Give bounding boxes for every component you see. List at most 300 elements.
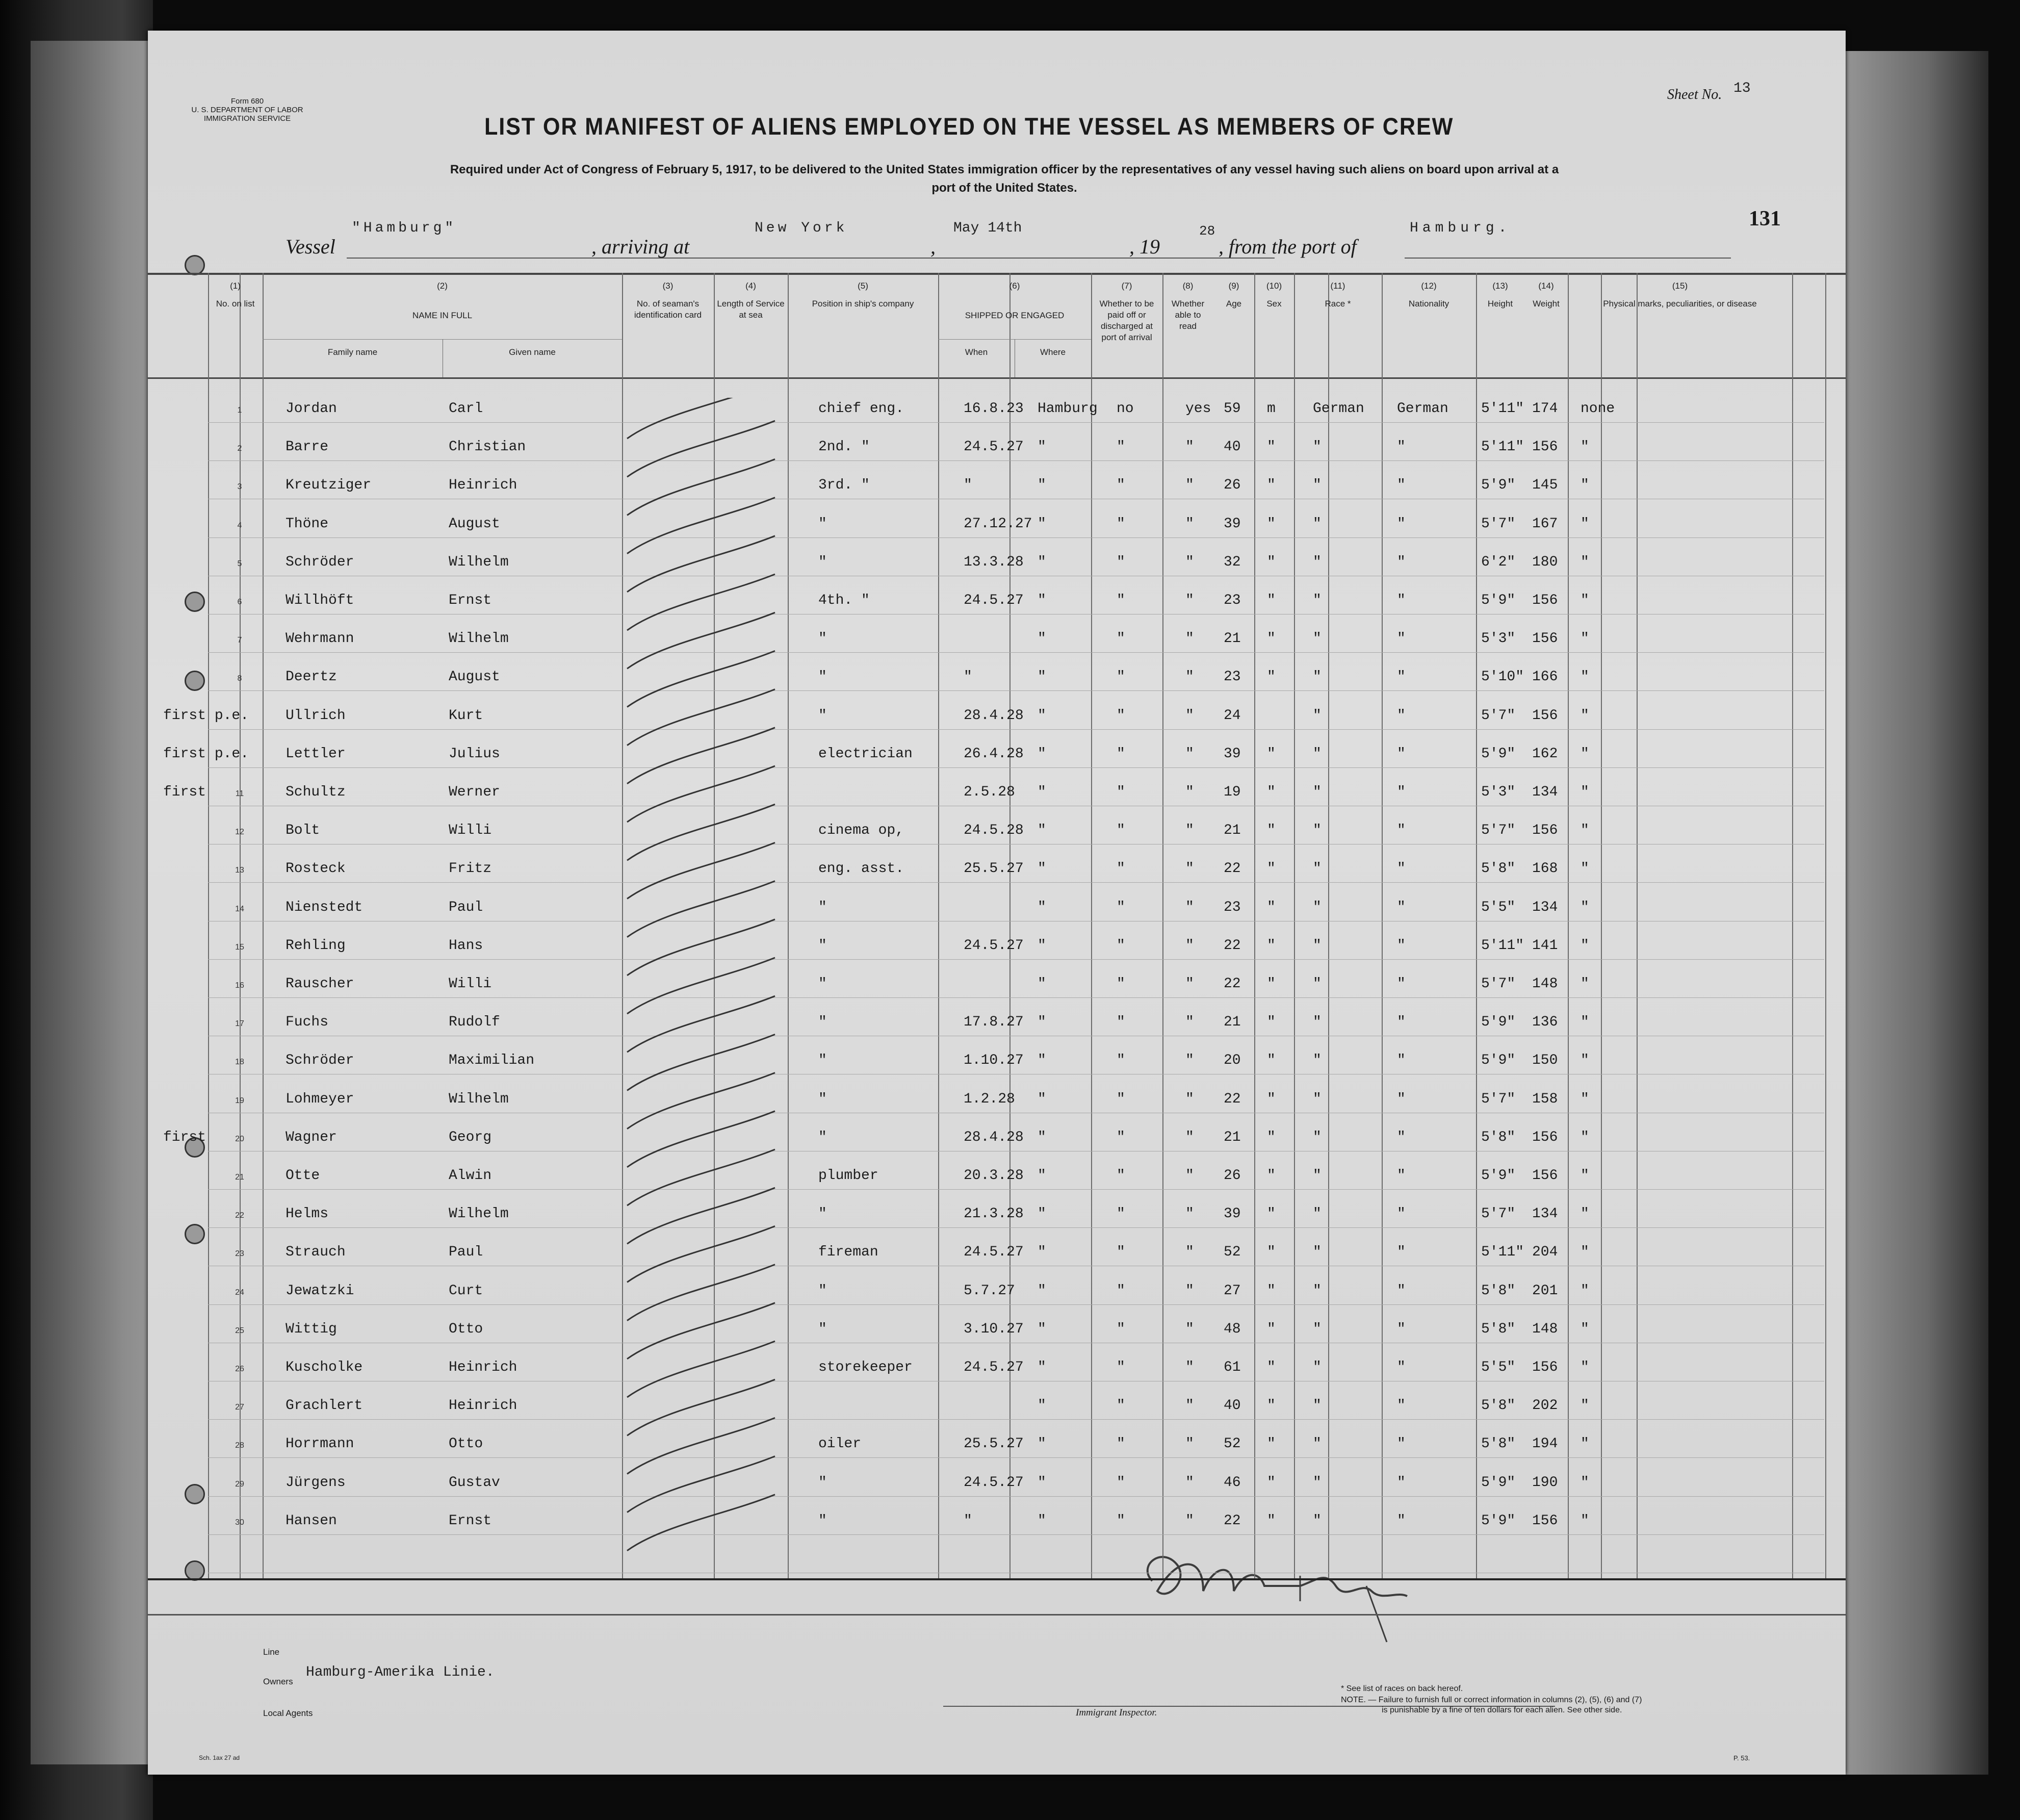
vessel-underline <box>347 258 765 259</box>
weight: 158 <box>1532 1091 1558 1107</box>
row-number: 13 <box>235 866 244 875</box>
family-name: Otte <box>286 1168 320 1184</box>
shipped-when: 20.3.28 <box>964 1168 1024 1184</box>
height: 5'11" <box>1481 1244 1524 1261</box>
position: " <box>818 1474 827 1491</box>
row-number: 17 <box>235 1019 244 1029</box>
row-number: 7 <box>237 636 242 645</box>
weight: 162 <box>1532 746 1558 762</box>
position: " <box>818 899 827 915</box>
row-number: 2 <box>237 444 242 453</box>
family-name: Schröder <box>286 1053 354 1069</box>
nationality: " <box>1397 937 1406 954</box>
weight: 202 <box>1532 1398 1558 1414</box>
race: " <box>1313 631 1322 647</box>
weight: 166 <box>1532 669 1558 685</box>
nationality: " <box>1397 1360 1406 1375</box>
age: 22 <box>1224 976 1241 992</box>
sex: " <box>1267 631 1276 647</box>
table-row <box>148 1356 1846 1395</box>
position: " <box>818 669 827 685</box>
column-number: (5) <box>858 281 868 291</box>
physical-marks: " <box>1581 1513 1589 1529</box>
arrival-port: New York <box>755 220 848 236</box>
given-name: Kurt <box>449 707 483 724</box>
column-number: (1) <box>230 281 241 291</box>
row-number: 27 <box>235 1403 244 1412</box>
physical-marks: " <box>1581 1129 1589 1145</box>
family-name: Barre <box>286 439 329 455</box>
weight: 168 <box>1532 861 1558 877</box>
height: 5'10" <box>1481 669 1524 685</box>
age: 23 <box>1224 669 1241 685</box>
race: " <box>1313 477 1322 494</box>
family-name: Nienstedt <box>286 899 363 915</box>
column-header: Whether to be paid off or discharged at port of arrival <box>1099 299 1154 342</box>
column-header: Nationality <box>1408 299 1449 309</box>
nationality: " <box>1397 861 1406 877</box>
race: " <box>1313 1398 1322 1414</box>
shipped-when: 1.2.28 <box>964 1091 1015 1107</box>
physical-marks: " <box>1581 899 1589 915</box>
race: " <box>1313 861 1322 877</box>
position: 3rd. " <box>818 477 870 494</box>
table-row <box>148 1472 1846 1510</box>
able-to-read: " <box>1185 669 1194 685</box>
race: " <box>1313 1091 1322 1107</box>
shipped-where: " <box>1038 1398 1046 1414</box>
age: 48 <box>1224 1321 1241 1337</box>
check-stroke <box>627 536 775 592</box>
row-number: 26 <box>235 1365 244 1373</box>
position: cinema op, <box>818 823 904 839</box>
table-row <box>148 1395 1846 1433</box>
sex: " <box>1267 1244 1276 1261</box>
height: 5'9" <box>1481 1168 1516 1184</box>
age: 39 <box>1224 746 1241 762</box>
shipped-when: 25.5.27 <box>964 1436 1024 1452</box>
age: 52 <box>1224 1436 1241 1452</box>
table-row <box>148 743 1846 781</box>
row-number: 4 <box>237 521 242 530</box>
physical-marks: " <box>1581 1474 1589 1491</box>
column-header: Height <box>1487 299 1513 309</box>
weight: 148 <box>1532 976 1558 992</box>
table-row <box>148 705 1846 743</box>
paid-off: " <box>1117 976 1125 992</box>
table-row <box>148 1165 1846 1203</box>
position: chief eng. <box>818 401 904 417</box>
physical-marks: " <box>1581 784 1589 800</box>
column-number: (13) <box>1492 281 1508 291</box>
paid-off: " <box>1117 1283 1125 1299</box>
fine-note-line-2: is punishable by a fine of ten dollars for each alien. See other side. <box>1382 1706 1622 1714</box>
given-name: Rudolf <box>449 1014 500 1031</box>
family-name: Horrmann <box>286 1436 354 1452</box>
underlying-page-left <box>31 41 163 1764</box>
physical-marks: " <box>1581 937 1589 954</box>
nationality: " <box>1397 593 1406 608</box>
row-number: 30 <box>235 1518 244 1527</box>
nationality: " <box>1397 1513 1406 1529</box>
given-name: Alwin <box>449 1168 492 1184</box>
row-number: 1 <box>237 406 242 415</box>
family-name: Willhöft <box>286 593 354 608</box>
position: " <box>818 1283 827 1299</box>
paid-off: " <box>1117 1398 1125 1414</box>
column-header: No. of seaman's identification card <box>634 299 702 320</box>
position: " <box>818 631 827 647</box>
column-number: (15) <box>1672 281 1688 291</box>
subtitle-line-2: port of the United States. <box>931 181 1077 195</box>
shipped-where: " <box>1038 1360 1046 1375</box>
race: " <box>1313 707 1322 724</box>
paid-off: " <box>1117 1091 1125 1107</box>
height: 5'8" <box>1481 1129 1516 1145</box>
age: 22 <box>1224 1091 1241 1107</box>
family-name: Deertz <box>286 669 337 685</box>
given-name: Paul <box>449 1244 483 1261</box>
able-to-read: " <box>1185 1474 1194 1491</box>
weight: 134 <box>1532 1206 1558 1222</box>
weight: 156 <box>1532 823 1558 839</box>
height: 5'9" <box>1481 477 1516 494</box>
weight: 167 <box>1532 516 1558 532</box>
margin-note: first p.e. <box>163 707 249 724</box>
able-to-read: " <box>1185 1129 1194 1145</box>
paid-off: " <box>1117 1014 1125 1031</box>
race: " <box>1313 976 1322 992</box>
height: 5'3" <box>1481 631 1516 647</box>
shipped-when: 27.12.27 <box>964 516 1032 532</box>
age: 52 <box>1224 1244 1241 1261</box>
row-number: 21 <box>235 1173 244 1182</box>
local-agents-label: Local Agents <box>263 1708 313 1718</box>
shipped-when: " <box>964 1513 972 1529</box>
given-name: Willi <box>449 976 492 992</box>
service-name: IMMIGRATION SERVICE <box>203 114 291 123</box>
table-row <box>148 1126 1846 1165</box>
able-to-read: " <box>1185 899 1194 915</box>
able-to-read: " <box>1185 1436 1194 1452</box>
race: " <box>1313 1206 1322 1222</box>
column-number: (2) <box>437 281 448 291</box>
given-name: Carl <box>449 401 483 417</box>
sex: " <box>1267 1053 1276 1069</box>
column-header: Position in ship's company <box>812 299 914 309</box>
check-stroke <box>627 996 775 1052</box>
vessel-name: "Hamburg" <box>352 220 457 236</box>
table-row <box>148 935 1846 973</box>
height: 5'7" <box>1481 1091 1516 1107</box>
nationality: " <box>1397 746 1406 762</box>
shipped-where: " <box>1038 823 1046 839</box>
family-name: Fuchs <box>286 1014 329 1031</box>
check-stroke <box>627 1418 775 1474</box>
height: 5'9" <box>1481 1513 1516 1529</box>
shipped-where: " <box>1038 1513 1046 1529</box>
weight: 190 <box>1532 1474 1558 1491</box>
given-name: Georg <box>449 1129 492 1145</box>
nationality: " <box>1397 1321 1406 1337</box>
shipped-when: 17.8.27 <box>964 1014 1024 1031</box>
position: " <box>818 1014 827 1031</box>
check-stroke <box>627 574 775 630</box>
race: " <box>1313 1436 1322 1452</box>
footer-top-border <box>148 1614 1846 1616</box>
check-stroke <box>627 919 775 976</box>
shipped-when: 24.5.27 <box>964 1474 1024 1491</box>
shipped-where: " <box>1038 1244 1046 1261</box>
age: 22 <box>1224 861 1241 877</box>
able-to-read: " <box>1185 746 1194 762</box>
sex: " <box>1267 1513 1276 1529</box>
race: " <box>1313 823 1322 839</box>
subtitle-line-1: Required under Act of Congress of February 5, 1917, to be delivered to the United States immigration officer by the representatives of any vessel having such aliens on board upon arrival at a <box>450 163 1559 176</box>
physical-marks: " <box>1581 1014 1589 1031</box>
table-row <box>148 781 1846 819</box>
shipped-when: 5.7.27 <box>964 1283 1015 1299</box>
shipped-when: 2.5.28 <box>964 784 1015 800</box>
nationality: " <box>1397 516 1406 532</box>
given-name: Julius <box>449 746 500 762</box>
height: 5'9" <box>1481 593 1516 608</box>
position: " <box>818 707 827 724</box>
department-name: U. S. DEPARTMENT OF LABOR <box>191 106 303 114</box>
column-number: (14) <box>1538 281 1554 291</box>
height: 5'7" <box>1481 1206 1516 1222</box>
sex: " <box>1267 861 1276 877</box>
sex: " <box>1267 516 1276 532</box>
race: " <box>1313 1360 1322 1375</box>
family-name: Lohmeyer <box>286 1091 354 1107</box>
age: 59 <box>1224 401 1241 417</box>
shipped-where: " <box>1038 1474 1046 1491</box>
weight: 180 <box>1532 554 1558 570</box>
family-name: Wittig <box>286 1321 337 1337</box>
race: " <box>1313 784 1322 800</box>
table-row <box>148 973 1846 1011</box>
subheader-where: Where <box>1040 347 1066 357</box>
column-header: Length of Service at sea <box>717 299 785 320</box>
age: 19 <box>1224 784 1241 800</box>
paid-off: " <box>1117 784 1125 800</box>
check-stroke <box>627 1034 775 1090</box>
check-stroke <box>627 421 775 477</box>
weight: 156 <box>1532 631 1558 647</box>
position: plumber <box>818 1168 878 1184</box>
position: electrician <box>818 746 913 762</box>
page-subtitle <box>240 161 1769 197</box>
race: German <box>1313 401 1364 417</box>
paid-off: " <box>1117 899 1125 915</box>
subheader-when: When <box>965 347 988 357</box>
paid-off: " <box>1117 439 1125 455</box>
height: 5'3" <box>1481 784 1516 800</box>
punch-hole <box>185 1560 205 1581</box>
sheet-number-label: Sheet No. <box>1667 87 1722 102</box>
age: 40 <box>1224 439 1241 455</box>
race: " <box>1313 1014 1322 1031</box>
column-number: (7) <box>1121 281 1132 291</box>
race: " <box>1313 899 1322 915</box>
nationality: " <box>1397 784 1406 800</box>
race: " <box>1313 1474 1322 1491</box>
paid-off: " <box>1117 823 1125 839</box>
physical-marks: " <box>1581 1436 1589 1452</box>
sex: " <box>1267 1129 1276 1145</box>
sex: " <box>1267 823 1276 839</box>
check-stroke <box>627 1073 775 1129</box>
nationality: " <box>1397 1053 1406 1069</box>
row-number: 8 <box>237 674 242 683</box>
physical-marks: " <box>1581 516 1589 532</box>
table-row <box>148 1433 1846 1471</box>
able-to-read: " <box>1185 1053 1194 1069</box>
race: " <box>1313 1321 1322 1337</box>
check-stroke <box>627 1456 775 1513</box>
able-to-read: " <box>1185 516 1194 532</box>
table-row <box>148 474 1846 512</box>
able-to-read: yes <box>1185 401 1211 417</box>
able-to-read: " <box>1185 593 1194 608</box>
weight: 134 <box>1532 784 1558 800</box>
table-row <box>148 1011 1846 1049</box>
weight: 156 <box>1532 1168 1558 1184</box>
column-number: (3) <box>662 281 674 291</box>
family-name: Kreutziger <box>286 477 372 494</box>
nationality: " <box>1397 1474 1406 1491</box>
weight: 141 <box>1532 937 1558 954</box>
column-number: (4) <box>745 281 756 291</box>
table-row <box>148 1203 1846 1241</box>
able-to-read: " <box>1185 1168 1194 1184</box>
table-row <box>148 1088 1846 1126</box>
row-number: 29 <box>235 1479 244 1489</box>
table-row <box>148 436 1846 474</box>
sex: " <box>1267 1474 1276 1491</box>
sex: " <box>1267 976 1276 992</box>
position: oiler <box>818 1436 862 1452</box>
family-name: Wehrmann <box>286 631 354 647</box>
paid-off: " <box>1117 1360 1125 1375</box>
shipped-where: " <box>1038 516 1046 532</box>
weight: 156 <box>1532 1360 1558 1375</box>
comma: , <box>930 235 936 258</box>
shipped-where: " <box>1038 477 1046 494</box>
given-name: Wilhelm <box>449 1206 509 1222</box>
physical-marks: " <box>1581 1091 1589 1107</box>
from-port-label: , from the port of <box>1219 235 1357 258</box>
check-stroke <box>627 1341 775 1397</box>
nationality: " <box>1397 1283 1406 1299</box>
position: " <box>818 1129 827 1145</box>
able-to-read: " <box>1185 1513 1194 1529</box>
race: " <box>1313 439 1322 455</box>
row-number: 16 <box>235 981 244 990</box>
position: " <box>818 1513 827 1529</box>
check-stroke <box>627 881 775 937</box>
check-stroke <box>627 689 775 746</box>
page-stamp-number: 131 <box>1749 207 1781 230</box>
paid-off: " <box>1117 707 1125 724</box>
shipped-when: 24.5.28 <box>964 823 1024 839</box>
row-number: 19 <box>235 1096 244 1105</box>
given-name: Maximilian <box>449 1053 535 1069</box>
family-name: Schultz <box>286 784 346 800</box>
age: 21 <box>1224 823 1241 839</box>
arrival-date: May 14th <box>953 220 1022 236</box>
row-number: 18 <box>235 1058 244 1067</box>
shipped-when: 24.5.27 <box>964 439 1024 455</box>
family-name: Schröder <box>286 554 354 570</box>
shipped-where: " <box>1038 593 1046 608</box>
nationality: " <box>1397 669 1406 685</box>
table-row <box>148 398 1846 436</box>
shipped-where: " <box>1038 784 1046 800</box>
sex: " <box>1267 1283 1276 1299</box>
given-name: Paul <box>449 899 483 915</box>
family-name: Helms <box>286 1206 329 1222</box>
able-to-read: " <box>1185 439 1194 455</box>
shipped-where: " <box>1038 899 1046 915</box>
vessel-label: Vessel <box>286 235 335 258</box>
position: 4th. " <box>818 593 870 608</box>
physical-marks: " <box>1581 707 1589 724</box>
able-to-read: " <box>1185 554 1194 570</box>
sex: m <box>1267 401 1276 417</box>
margin-note: first p.e. <box>163 746 249 762</box>
shipped-where: " <box>1038 1053 1046 1069</box>
physical-marks: " <box>1581 1244 1589 1261</box>
sex: " <box>1267 439 1276 455</box>
position: storekeeper <box>818 1360 913 1375</box>
sex: " <box>1267 1360 1276 1375</box>
shipped-where: " <box>1038 1436 1046 1452</box>
sex: " <box>1267 1168 1276 1184</box>
shipped-when: 24.5.27 <box>964 593 1024 608</box>
height: 5'7" <box>1481 823 1516 839</box>
page-title: LIST OR MANIFEST OF ALIENS EMPLOYED ON THE VESSEL AS MEMBERS OF CREW <box>484 113 1454 140</box>
paid-off: " <box>1117 631 1125 647</box>
table-row <box>148 1510 1846 1548</box>
owners-label: Owners <box>263 1677 293 1686</box>
paid-off: " <box>1117 1129 1125 1145</box>
able-to-read: " <box>1185 1244 1194 1261</box>
row-number: 6 <box>237 598 242 606</box>
nationality: " <box>1397 707 1406 724</box>
height: 5'9" <box>1481 1474 1516 1491</box>
position: eng. asst. <box>818 861 904 877</box>
check-stroke <box>627 728 775 784</box>
year-prefix: , 19 <box>1129 235 1160 258</box>
physical-marks: " <box>1581 1321 1589 1337</box>
nationality: " <box>1397 439 1406 455</box>
age: 26 <box>1224 1168 1241 1184</box>
race: " <box>1313 1244 1322 1261</box>
age: 39 <box>1224 1206 1241 1222</box>
given-name: Hans <box>449 937 483 954</box>
paid-off: " <box>1117 1053 1125 1069</box>
paid-off: " <box>1117 1244 1125 1261</box>
able-to-read: " <box>1185 784 1194 800</box>
height: 5'8" <box>1481 1321 1516 1337</box>
nationality: " <box>1397 1244 1406 1261</box>
check-stroke <box>627 498 775 554</box>
column-number: (9) <box>1228 281 1239 291</box>
given-name: Otto <box>449 1436 483 1452</box>
given-name: Willi <box>449 823 492 839</box>
